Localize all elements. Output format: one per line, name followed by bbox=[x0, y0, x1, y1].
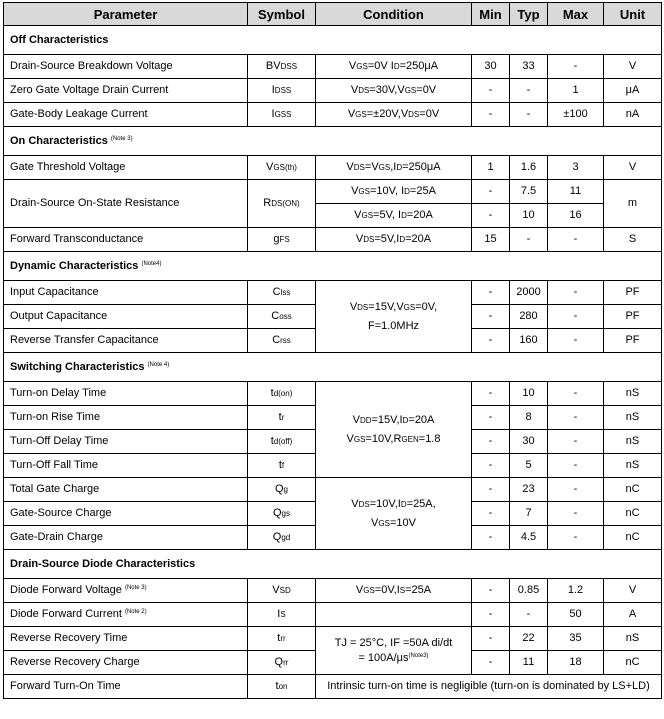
condition-cell bbox=[316, 627, 472, 675]
min-cell: 1 bbox=[472, 156, 510, 180]
min-cell: - bbox=[472, 329, 510, 353]
param-cell: Reverse Recovery Time bbox=[4, 627, 248, 651]
symbol-cell: td(off) bbox=[248, 430, 316, 454]
max-cell: 50 bbox=[548, 603, 604, 627]
symbol-cell: tr bbox=[248, 406, 316, 430]
max-cell: 1.2 bbox=[548, 579, 604, 603]
typ-cell: 30 bbox=[510, 430, 548, 454]
max-cell: - bbox=[548, 55, 604, 79]
section-on bbox=[4, 127, 662, 156]
typ-cell: 0.85 bbox=[510, 579, 548, 603]
max-cell: 11 bbox=[548, 180, 604, 204]
symbol-cell: ton bbox=[248, 675, 316, 699]
table-row bbox=[4, 579, 662, 603]
max-cell: 16 bbox=[548, 204, 604, 228]
table-row bbox=[4, 382, 662, 406]
table-row bbox=[4, 156, 662, 180]
condition-cell: VGS=10V, ID=25A bbox=[316, 180, 472, 204]
table-row bbox=[4, 281, 662, 305]
table-row bbox=[4, 627, 662, 651]
max-cell: 1 bbox=[548, 79, 604, 103]
unit-cell: PF bbox=[604, 281, 662, 305]
header-row bbox=[4, 3, 662, 26]
symbol-cell: tf bbox=[248, 454, 316, 478]
symbol-cell: IDSS bbox=[248, 79, 316, 103]
symbol-cell: td(on) bbox=[248, 382, 316, 406]
typ-cell: - bbox=[510, 228, 548, 252]
symbol-cell: Clss bbox=[248, 281, 316, 305]
max-cell: - bbox=[548, 329, 604, 353]
symbol-cell: Coss bbox=[248, 305, 316, 329]
symbol-cell: VGS(th) bbox=[248, 156, 316, 180]
section-title: Dynamic Characteristics $^{(Note4)}$ bbox=[4, 252, 662, 281]
symbol-cell: gFS bbox=[248, 228, 316, 252]
unit-cell: V bbox=[604, 55, 662, 79]
max-cell: 3 bbox=[548, 156, 604, 180]
unit-cell: nC bbox=[604, 478, 662, 502]
section-title: Switching Characteristics $^{(Note 4)}$ bbox=[4, 353, 662, 382]
param-cell: Gate-Body Leakage Current bbox=[4, 103, 248, 127]
param-cell: Turn-Off Delay Time bbox=[4, 430, 248, 454]
min-cell: - bbox=[472, 502, 510, 526]
max-cell: 35 bbox=[548, 627, 604, 651]
condition-line: VDS=15V,VGS=0V, bbox=[349, 300, 438, 313]
typ-cell: 22 bbox=[510, 627, 548, 651]
table-row-rds-1 bbox=[4, 180, 662, 204]
condition-cell: VGS=±20V,VDS=0V bbox=[316, 103, 472, 127]
typ-cell: 280 bbox=[510, 305, 548, 329]
condition-line: VDD=15V,ID=20A bbox=[352, 413, 435, 426]
unit-cell: μA bbox=[604, 79, 662, 103]
condition-cell: VGS=0V ID=250μA bbox=[316, 55, 472, 79]
min-cell: - bbox=[472, 281, 510, 305]
unit-cell: A bbox=[604, 603, 662, 627]
unit-cell: PF bbox=[604, 305, 662, 329]
param-cell: Reverse Transfer Capacitance bbox=[4, 329, 248, 353]
unit-cell: nA bbox=[604, 103, 662, 127]
header-parameter: Parameter bbox=[4, 3, 248, 26]
typ-cell: 7.5 bbox=[510, 180, 548, 204]
condition-cell: VDS=VGS,ID=250μA bbox=[316, 156, 472, 180]
header-max: Max bbox=[548, 3, 604, 26]
symbol-cell: RDS(ON) bbox=[248, 180, 316, 228]
max-cell: 18 bbox=[548, 651, 604, 675]
max-cell: - bbox=[548, 454, 604, 478]
param-cell: Drain-Source Breakdown Voltage bbox=[4, 55, 248, 79]
min-cell: - bbox=[472, 204, 510, 228]
condition-cell: Intrinsic turn-on time is negligible (turn-on is dominated by LS+LD) bbox=[316, 675, 662, 699]
typ-cell: 2000 bbox=[510, 281, 548, 305]
symbol-cell: BVDSS bbox=[248, 55, 316, 79]
param-cell: Gate Threshold Voltage bbox=[4, 156, 248, 180]
condition-line: VDS=10V,ID=25A, bbox=[351, 497, 436, 510]
max-cell: - bbox=[548, 382, 604, 406]
header-min: Min bbox=[472, 3, 510, 26]
param-cell: Zero Gate Voltage Drain Current bbox=[4, 79, 248, 103]
param-cell: Forward Transconductance bbox=[4, 228, 248, 252]
min-cell: - bbox=[472, 651, 510, 675]
unit-cell: nS bbox=[604, 406, 662, 430]
min-cell: - bbox=[472, 305, 510, 329]
table-row bbox=[4, 478, 662, 502]
condition-cell bbox=[316, 281, 472, 353]
typ-cell: 10 bbox=[510, 382, 548, 406]
condition-cell: VDS=30V,VGS=0V bbox=[316, 79, 472, 103]
symbol-cell: IS bbox=[248, 603, 316, 627]
symbol-cell: trr bbox=[248, 627, 316, 651]
param-cell: Turn-on Delay Time bbox=[4, 382, 248, 406]
header-symbol: Symbol bbox=[248, 3, 316, 26]
min-cell: - bbox=[472, 382, 510, 406]
table-row bbox=[4, 228, 662, 252]
unit-cell: nS bbox=[604, 430, 662, 454]
condition-cell: VDS=5V,ID=20A bbox=[316, 228, 472, 252]
table-row bbox=[4, 55, 662, 79]
table-row bbox=[4, 79, 662, 103]
typ-cell: 11 bbox=[510, 651, 548, 675]
min-cell: - bbox=[472, 454, 510, 478]
unit-cell: nC bbox=[604, 651, 662, 675]
min-cell: - bbox=[472, 406, 510, 430]
table-row bbox=[4, 103, 662, 127]
max-cell: - bbox=[548, 478, 604, 502]
typ-cell: 160 bbox=[510, 329, 548, 353]
header-unit: Unit bbox=[604, 3, 662, 26]
condition-line: F=1.0MHz bbox=[367, 319, 420, 332]
table-row-ton bbox=[4, 675, 662, 699]
section-title: Drain-Source Diode Characteristics bbox=[4, 550, 662, 579]
section-title: On Characteristics $^{(Note 3)}$ bbox=[4, 127, 662, 156]
typ-cell: 23 bbox=[510, 478, 548, 502]
max-cell: - bbox=[548, 430, 604, 454]
condition-line: TJ = 25°C, IF =50A di/dt bbox=[334, 636, 453, 649]
condition-cell: VGS=5V, ID=20A bbox=[316, 204, 472, 228]
table-row bbox=[4, 603, 662, 627]
typ-cell: 10 bbox=[510, 204, 548, 228]
typ-cell: - bbox=[510, 79, 548, 103]
typ-cell: - bbox=[510, 103, 548, 127]
min-cell: - bbox=[472, 180, 510, 204]
section-diode bbox=[4, 550, 662, 579]
condition-line: VGS=10V bbox=[371, 516, 416, 529]
section-title: Off Characteristics bbox=[4, 26, 662, 55]
param-cell: Turn-on Rise Time bbox=[4, 406, 248, 430]
header-condition: Condition bbox=[316, 3, 472, 26]
typ-cell: 7 bbox=[510, 502, 548, 526]
section-off bbox=[4, 26, 662, 55]
typ-cell: - bbox=[510, 603, 548, 627]
max-cell: - bbox=[548, 281, 604, 305]
param-cell: Reverse Recovery Charge bbox=[4, 651, 248, 675]
param-cell: Output Capacitance bbox=[4, 305, 248, 329]
unit-cell: nC bbox=[604, 502, 662, 526]
symbol-cell: IGSS bbox=[248, 103, 316, 127]
condition-line: VGS=10V,RGEN=1.8 bbox=[346, 432, 441, 445]
unit-cell: nS bbox=[604, 627, 662, 651]
electrical-characteristics-table bbox=[3, 2, 662, 699]
header-typ: Typ bbox=[510, 3, 548, 26]
unit-cell: S bbox=[604, 228, 662, 252]
unit-cell: nS bbox=[604, 382, 662, 406]
unit-cell: m bbox=[604, 180, 662, 228]
typ-cell: 8 bbox=[510, 406, 548, 430]
typ-cell: 33 bbox=[510, 55, 548, 79]
min-cell: 30 bbox=[472, 55, 510, 79]
min-cell: - bbox=[472, 603, 510, 627]
param-cell: Forward Turn-On Time bbox=[4, 675, 248, 699]
symbol-cell: Qgd bbox=[248, 526, 316, 550]
min-cell: - bbox=[472, 526, 510, 550]
max-cell: - bbox=[548, 502, 604, 526]
min-cell: - bbox=[472, 103, 510, 127]
param-cell: Total Gate Charge bbox=[4, 478, 248, 502]
symbol-cell: Qgs bbox=[248, 502, 316, 526]
param-cell: Diode Forward Voltage $^{(Note 3)}$ bbox=[4, 579, 248, 603]
min-cell: - bbox=[472, 79, 510, 103]
typ-cell: 5 bbox=[510, 454, 548, 478]
max-cell: ±100 bbox=[548, 103, 604, 127]
symbol-cell: Qg bbox=[248, 478, 316, 502]
min-cell: - bbox=[472, 579, 510, 603]
symbol-cell: Crss bbox=[248, 329, 316, 353]
min-cell: - bbox=[472, 627, 510, 651]
param-cell: Turn-Off Fall Time bbox=[4, 454, 248, 478]
condition-cell bbox=[316, 478, 472, 550]
min-cell: - bbox=[472, 430, 510, 454]
symbol-cell: VSD bbox=[248, 579, 316, 603]
param-cell: Drain-Source On-State Resistance bbox=[4, 180, 248, 228]
condition-cell bbox=[316, 603, 472, 627]
typ-cell: 1.6 bbox=[510, 156, 548, 180]
unit-cell: nC bbox=[604, 526, 662, 550]
min-cell: 15 bbox=[472, 228, 510, 252]
section-switching bbox=[4, 353, 662, 382]
min-cell: - bbox=[472, 478, 510, 502]
param-cell: Gate-Source Charge bbox=[4, 502, 248, 526]
condition-line: = $100A/\mu s^{(Note3)}$ bbox=[358, 651, 429, 664]
max-cell: - bbox=[548, 228, 604, 252]
section-dynamic bbox=[4, 252, 662, 281]
unit-cell: V bbox=[604, 579, 662, 603]
unit-cell: nS bbox=[604, 454, 662, 478]
param-cell: Diode Forward Current $^{(Note 2)}$ bbox=[4, 603, 248, 627]
max-cell: - bbox=[548, 305, 604, 329]
max-cell: - bbox=[548, 406, 604, 430]
param-cell: Input Capacitance bbox=[4, 281, 248, 305]
max-cell: - bbox=[548, 526, 604, 550]
param-cell: Gate-Drain Charge bbox=[4, 526, 248, 550]
condition-cell bbox=[316, 382, 472, 478]
unit-cell: PF bbox=[604, 329, 662, 353]
condition-cell: VGS=0V,IS=25A bbox=[316, 579, 472, 603]
unit-cell: V bbox=[604, 156, 662, 180]
symbol-cell: Qrr bbox=[248, 651, 316, 675]
typ-cell: 4.5 bbox=[510, 526, 548, 550]
